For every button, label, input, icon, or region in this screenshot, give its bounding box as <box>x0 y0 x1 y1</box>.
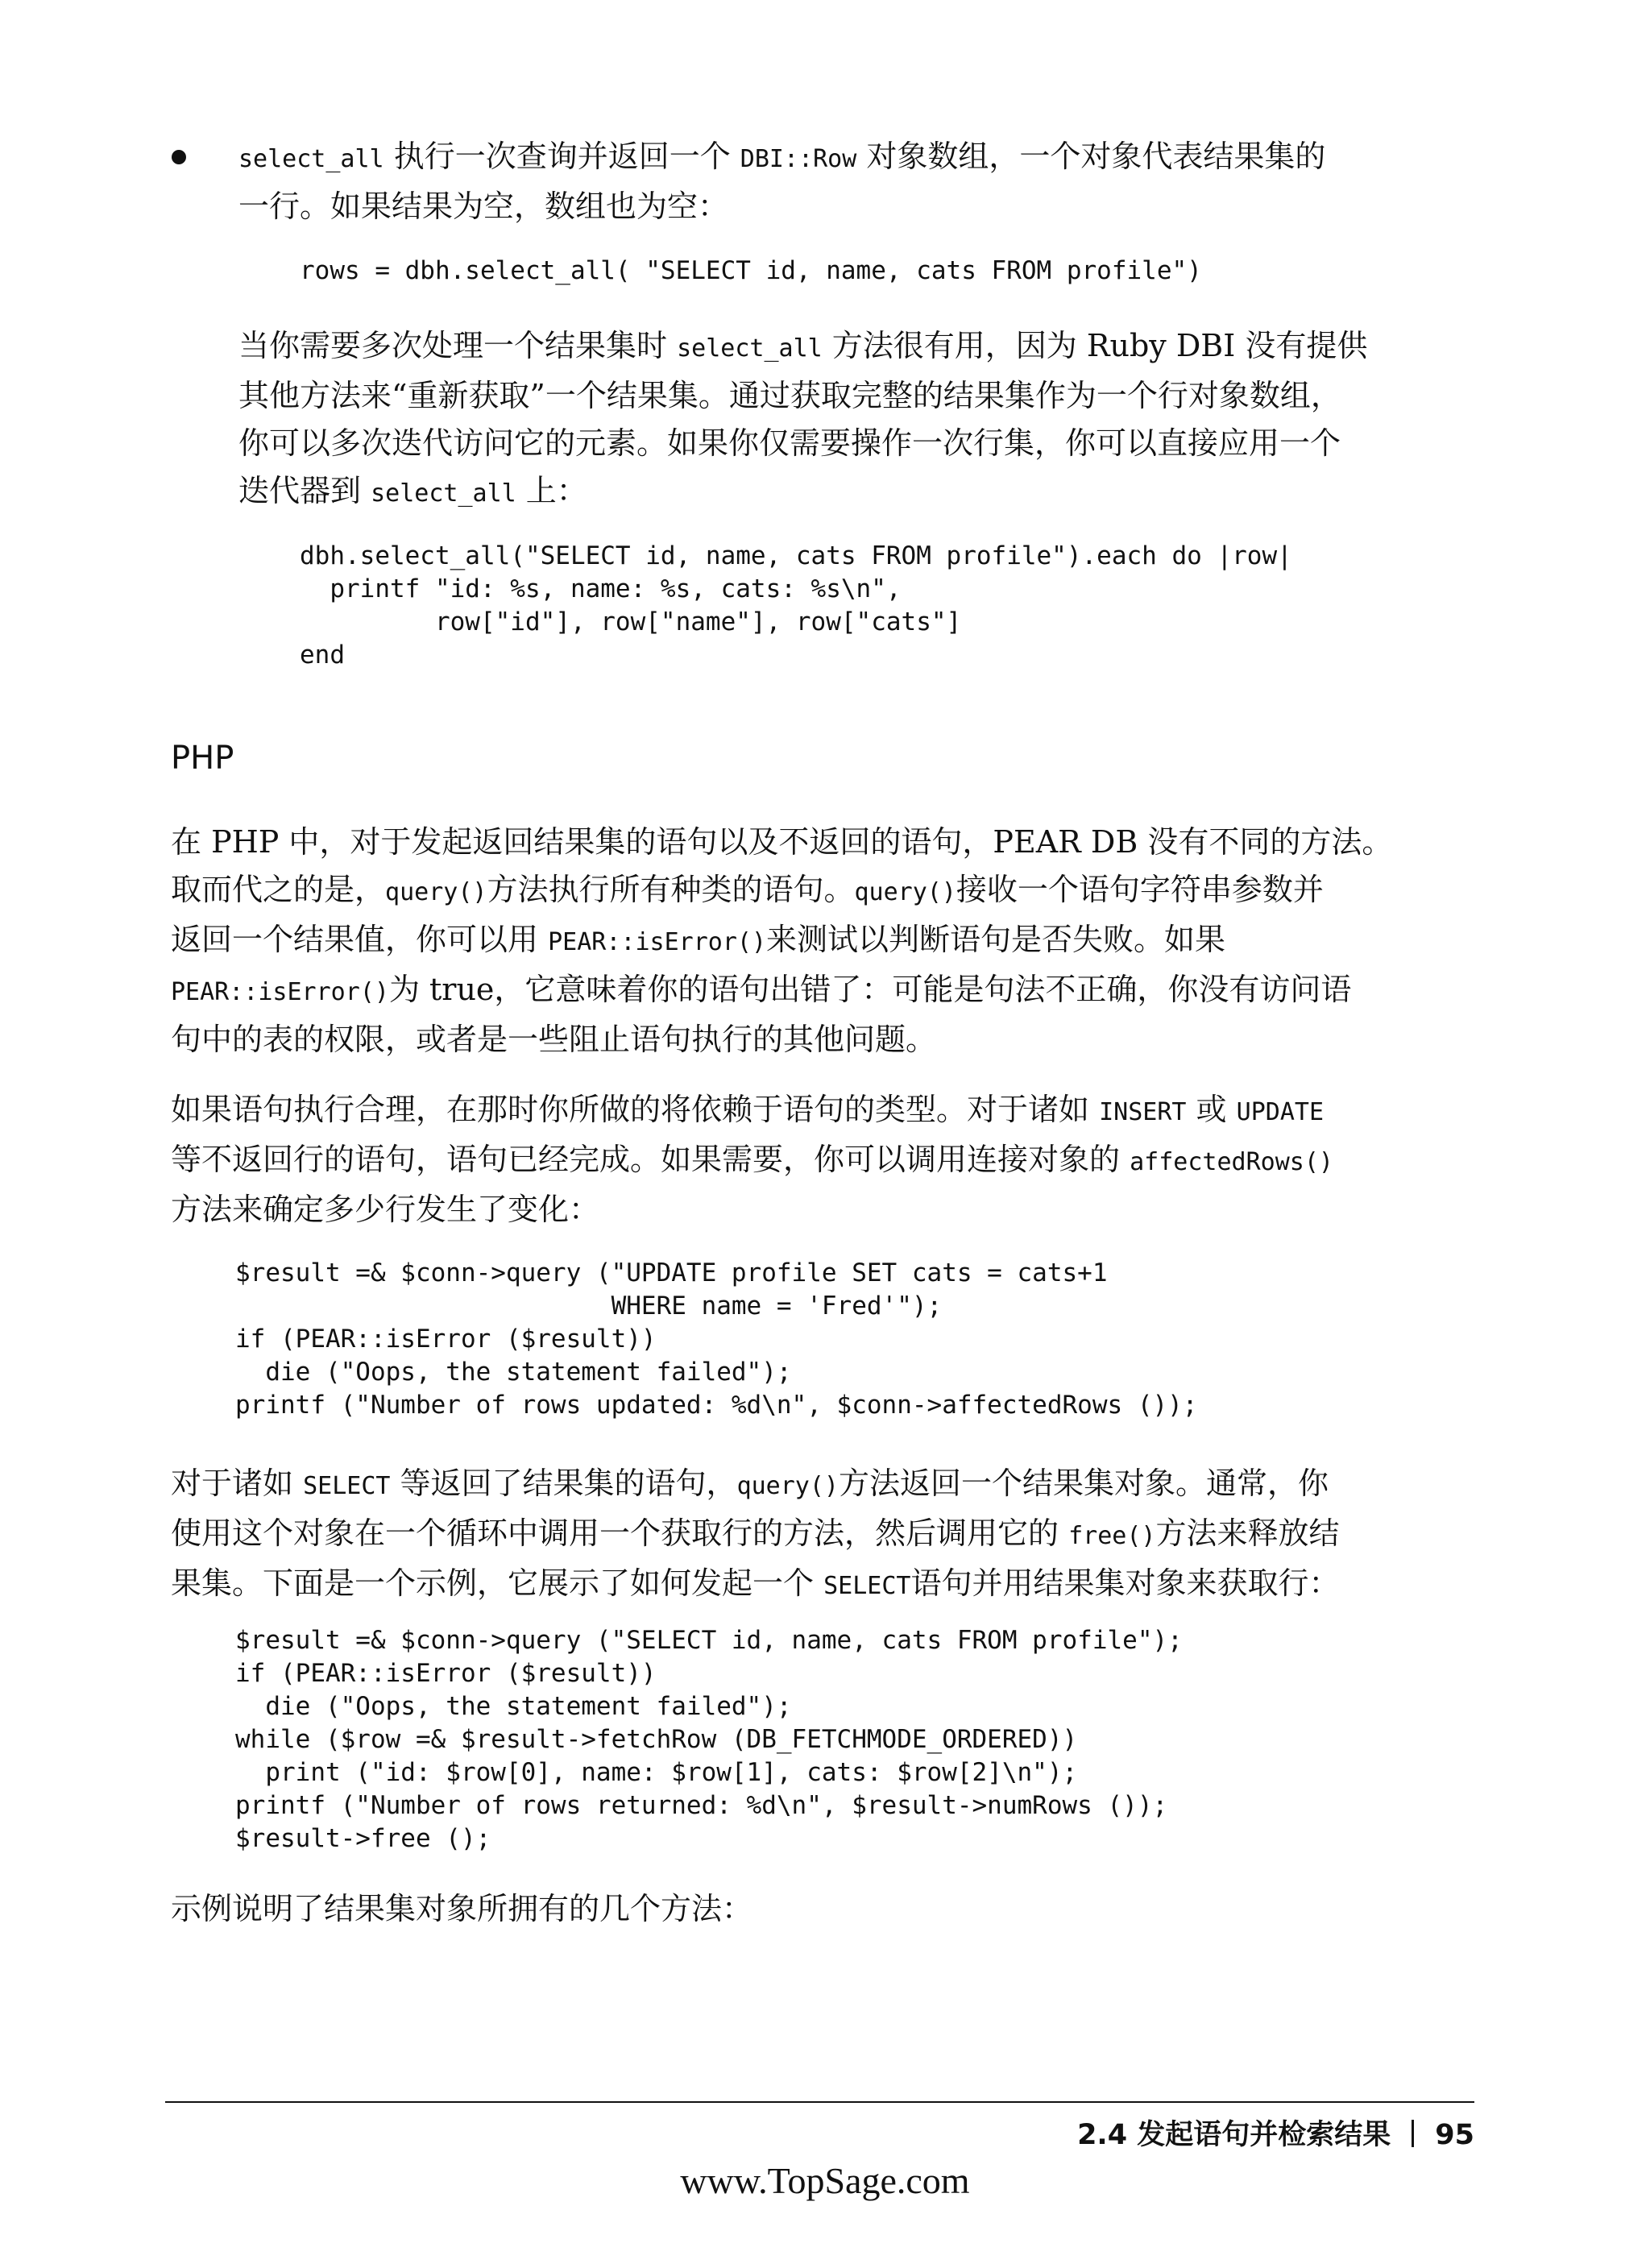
text-run: 返回一个结果值，你可以用 <box>171 922 549 957</box>
text-line <box>171 916 1392 966</box>
text-run: 对于诸如 <box>171 1466 304 1501</box>
text-line: 一行。如果结果为空，数组也为空： <box>238 189 729 224</box>
text-line: 方法来确定多少行发生了变化： <box>171 1192 600 1227</box>
inline-code: PEAR::isError() <box>171 978 389 1006</box>
text-run: 对象数组，一个对象代表结果集的 <box>856 139 1326 174</box>
page-number: 95 <box>1435 2119 1474 2151</box>
text-line <box>171 1460 1339 1510</box>
text-run: 方法很有用，因为 Ruby DBI 没有提供 <box>822 328 1368 363</box>
code-block-ruby-each: dbh.select_all("SELECT id, name, cats FROM profile").each do |row| printf "id: %s, name: %s, cats: %s\n", row["id"], row["name"], row["cats"] end <box>300 541 1292 670</box>
text-line: 示例说明了结果集对象所拥有的几个方法： <box>171 1891 753 1926</box>
footer-rule <box>165 2101 1474 2103</box>
text-line <box>238 322 1367 372</box>
text-run: 等返回了结果集的语句， <box>390 1466 737 1501</box>
inline-code: affectedRows() <box>1130 1148 1333 1176</box>
inline-code: SELECT <box>303 1472 391 1500</box>
inline-code: select_all <box>238 145 384 173</box>
text-run: 方法返回一个结果集对象。通常，你 <box>839 1466 1329 1501</box>
code-block-php-select: $result =& $conn->query ("SELECT id, name, cats FROM profile"); if (PEAR::isError ($result)) die ("Oops, the statement failed"); while ($row =& $result->fetchRow (DB_FETCHMODE_ORDERED)) print ("id: $row[0], name: $row[1], cats: $row[2]\n"); printf ("Number of rows returned: %d\n", $result->numRows ()); $result->free (); <box>235 1626 1183 1853</box>
text-run: 取而代之的是， <box>171 872 386 907</box>
inline-code: select_all <box>371 479 516 508</box>
php-paragraph-2 <box>171 1086 1333 1234</box>
text-run: 来测试以判断语句是否失败。如果 <box>766 922 1226 957</box>
text-line <box>171 1136 1333 1186</box>
text-line <box>171 1560 1339 1610</box>
inline-code: DBI::Row <box>740 145 857 173</box>
text-run: 使用这个对象在一个循环中调用一个获取行的方法，然后调用它的 <box>171 1515 1069 1551</box>
code-block-ruby-select-all: rows = dbh.select_all( "SELECT id, name, cats FROM profile") <box>300 256 1202 285</box>
text-line: 句中的表的权限，或者是一些阻止语句执行的其他问题。 <box>171 1022 937 1057</box>
running-footer <box>1077 2113 1474 2153</box>
text-run: 方法执行所有种类的语句。 <box>487 872 855 907</box>
php-paragraph-3 <box>171 1460 1339 1610</box>
inline-code: query() <box>736 1472 839 1500</box>
text-run: 等不返回行的语句，语句已经完成。如果需要，你可以调用连接对象的 <box>171 1142 1130 1177</box>
text-run: 方法来释放结 <box>1155 1515 1340 1551</box>
text-line <box>171 1086 1333 1136</box>
text-run: 上： <box>516 473 587 508</box>
footer-section-title: 2.4 发起语句并检索结果 <box>1077 2119 1391 2151</box>
text-line: 你可以多次迭代访问它的元素。如果你仅需要操作一次行集，你可以直接应用一个 <box>238 425 1341 461</box>
watermark-url: www.TopSage.com <box>680 2160 970 2201</box>
code-block-php-update: $result =& $conn->query ("UPDATE profile SET cats = cats+1 WHERE name = 'Fred'"); if (PEAR::isError ($result)) die ("Oops, the statement failed"); printf ("Number of rows updated: %d\n", $conn->affectedRows ()); <box>235 1258 1198 1420</box>
text-line <box>171 866 1392 916</box>
php-paragraph-4 <box>171 1885 752 1933</box>
text-line: 在 PHP 中，对于发起返回结果集的语句以及不返回的语句，PEAR DB 没有不同的方法。 <box>171 824 1393 860</box>
text-run: 语句并用结果集对象来获取行： <box>910 1565 1340 1601</box>
inline-code: free() <box>1068 1522 1156 1550</box>
text-line <box>238 467 1367 517</box>
text-run: 迭代器到 <box>238 473 371 508</box>
text-run: 或 <box>1186 1092 1237 1127</box>
section-heading: PHP <box>171 740 234 777</box>
text-line <box>238 133 1325 183</box>
text-run: 接收一个语句字符串参数并 <box>956 872 1324 907</box>
select-all-paragraph <box>238 322 1367 517</box>
inline-code: PEAR::isError() <box>548 928 767 956</box>
inline-code: SELECT <box>823 1572 911 1600</box>
inline-code: query() <box>854 878 956 906</box>
inline-code: select_all <box>677 334 823 363</box>
text-line <box>171 966 1392 1016</box>
footer-separator <box>1412 2120 1414 2147</box>
text-run: 当你需要多次处理一个结果集时 <box>238 328 678 363</box>
inline-code: UPDATE <box>1236 1098 1325 1126</box>
text-run: 执行一次查询并返回一个 <box>383 139 740 174</box>
inline-code: INSERT <box>1099 1098 1187 1126</box>
bullet-paragraph <box>238 133 1325 230</box>
text-run: 如果语句执行合理，在那时你所做的将依赖于语句的类型。对于诸如 <box>171 1092 1100 1127</box>
text-line <box>171 1510 1339 1560</box>
bullet-marker <box>172 150 186 164</box>
text-run: 果集。下面是一个示例，它展示了如何发起一个 <box>171 1565 824 1601</box>
php-paragraph-1 <box>171 819 1392 1064</box>
text-line: 其他方法来“重新获取”一个结果集。通过获取完整的结果集作为一个行对象数组， <box>238 378 1341 413</box>
text-run: 为 true，它意味着你的语句出错了：可能是句法不正确，你没有访问语 <box>388 972 1352 1007</box>
inline-code: query() <box>385 878 487 906</box>
